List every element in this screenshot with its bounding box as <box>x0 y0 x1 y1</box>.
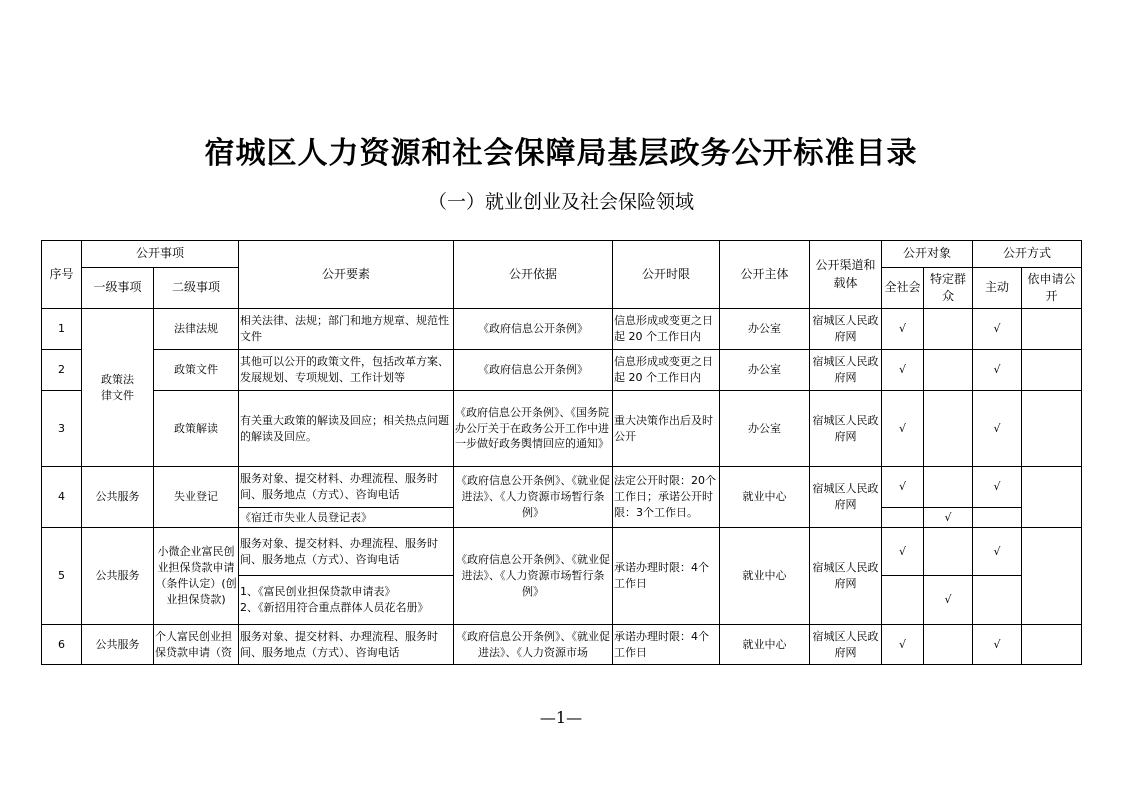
empty-cell <box>1022 309 1082 350</box>
empty-cell <box>924 309 973 350</box>
row-channel: 宿城区人民政府网 <box>810 391 882 467</box>
empty-cell <box>973 576 1022 625</box>
row-time: 重大决策作出后及时公开 <box>613 391 720 467</box>
header-level1: 一级事项 <box>82 268 154 309</box>
header-audience-specific: 特定群众 <box>924 268 973 309</box>
row-channel: 宿城区人民政府网 <box>810 309 882 350</box>
check-mark: √ <box>882 309 924 350</box>
empty-cell <box>924 467 973 508</box>
row-subject: 就业中心 <box>720 467 810 528</box>
row-time: 承诺办理时限：4个工作日 <box>613 625 720 665</box>
group-policy-label: 政策法律文件 <box>101 372 134 402</box>
row-level2: 失业登记 <box>154 467 239 528</box>
check-mark: √ <box>973 350 1022 391</box>
row-seq: 4 <box>42 467 82 528</box>
check-mark: √ <box>882 625 924 665</box>
document-subtitle: （一）就业创业及社会保险领域 <box>427 191 694 213</box>
row-subject: 办公室 <box>720 350 810 391</box>
row-seq: 1 <box>42 309 82 350</box>
row-level2: 政策解读 <box>154 391 239 467</box>
header-mode-group: 公开方式 <box>973 241 1082 268</box>
row-basis: 《政府信息公开条例》、《就业促进法》、《人力资源市场暂行条例》 <box>454 528 613 625</box>
row-level2: 小微企业富民创业担保贷款申请（条件认定）(创业担保贷款) <box>154 528 239 625</box>
table-row <box>42 309 1082 350</box>
check-mark: √ <box>973 625 1022 665</box>
empty-cell <box>1022 625 1082 665</box>
row-elements: 服务对象、提交材料、办理流程、服务时间、服务地点（方式）、咨询电话 <box>239 625 454 665</box>
check-mark: √ <box>882 467 924 508</box>
row-time: 法定公开时限：20个工作日；承诺公开时限：3个工作日。 <box>613 467 720 528</box>
row-seq: 6 <box>42 625 82 665</box>
header-row-1 <box>42 241 1082 268</box>
empty-cell <box>882 508 924 528</box>
header-subject: 公开主体 <box>720 241 810 309</box>
row-elements: 相关法律、法规；部门和地方规章、规范性文件 <box>239 309 454 350</box>
empty-cell <box>924 350 973 391</box>
header-elements: 公开要素 <box>239 241 454 309</box>
check-mark: √ <box>882 391 924 467</box>
header-level2: 二级事项 <box>154 268 239 309</box>
row-elements-forms <box>239 576 454 625</box>
row-elements: 服务对象、提交材料、办理流程、服务时间、服务地点（方式）、咨询电话 <box>239 528 454 576</box>
row-basis: 《政府信息公开条例》、《就业促进法》、《人力资源市场暂行条例》 <box>454 467 613 528</box>
table-row <box>42 350 1082 391</box>
table-row <box>42 391 1082 467</box>
header-basis: 公开依据 <box>454 241 613 309</box>
row-time: 承诺办理时限：4个工作日 <box>613 528 720 625</box>
row-seq: 5 <box>42 528 82 625</box>
row-channel: 宿城区人民政府网 <box>810 625 882 665</box>
group-policy-cell <box>82 309 154 467</box>
empty-cell <box>924 625 973 665</box>
header-channel: 公开渠道和载体 <box>810 241 882 309</box>
disclosure-catalog-table <box>41 240 1082 665</box>
form-item: 1、《富民创业担保贷款申请表》 <box>240 585 396 599</box>
row-seq: 3 <box>42 391 82 467</box>
check-mark: √ <box>973 528 1022 576</box>
row-elements: 服务对象、提交材料、办理流程、服务时间、服务地点（方式）、咨询电话 <box>239 467 454 508</box>
header-time: 公开时限 <box>613 241 720 309</box>
row-elements: 其他可以公开的政策文件，包括改革方案、发展规划、专项规划、工作计划等 <box>239 350 454 391</box>
row-time: 信息形成或变更之日起 20 个工作日内 <box>613 309 720 350</box>
row-level2: 法律法规 <box>154 309 239 350</box>
table-row <box>42 467 1082 508</box>
empty-cell <box>924 528 973 576</box>
header-audience-group: 公开对象 <box>882 241 973 268</box>
row-subject: 就业中心 <box>720 625 810 665</box>
page-number: —1— <box>539 708 583 727</box>
row-basis: 《政府信息公开条例》、《就业促进法》、《人力资源市场 <box>454 625 613 665</box>
empty-cell <box>882 576 924 625</box>
row-basis: 《政府信息公开条例》 <box>454 350 613 391</box>
check-mark: √ <box>924 508 973 528</box>
empty-cell <box>924 391 973 467</box>
check-mark: √ <box>924 576 973 625</box>
row-basis: 《政府信息公开条例》、《国务院办公厅关于在政务公开工作中进一步做好政务舆情回应的通知》 <box>454 391 613 467</box>
row-subject: 办公室 <box>720 391 810 467</box>
row-basis: 《政府信息公开条例》 <box>454 309 613 350</box>
row-channel: 宿城区人民政府网 <box>810 350 882 391</box>
empty-cell <box>1022 391 1082 467</box>
empty-cell <box>1022 467 1082 528</box>
header-seq: 序号 <box>42 241 82 309</box>
row-channel: 宿城区人民政府网 <box>810 528 882 625</box>
row-level1: 公共服务 <box>82 528 154 625</box>
row-level1: 公共服务 <box>82 625 154 665</box>
form-item: 2、《新招用符合重点群体人员花名册》 <box>240 601 429 614</box>
check-mark: √ <box>973 309 1022 350</box>
table-row <box>42 625 1082 665</box>
row-seq: 2 <box>42 350 82 391</box>
check-mark: √ <box>882 528 924 576</box>
row-subject: 办公室 <box>720 309 810 350</box>
row-level2: 个人富民创业担保贷款申请（资 <box>154 625 239 665</box>
header-mode-active: 主动 <box>973 268 1022 309</box>
row-time: 信息形成或变更之日起 20 个工作日内 <box>613 350 720 391</box>
document-title: 宿城区人力资源和社会保障局基层政务公开标准目录 <box>204 136 918 171</box>
row-elements: 有关重大政策的解读及回应；相关热点问题的解读及回应。 <box>239 391 454 467</box>
row-channel: 宿城区人民政府网 <box>810 467 882 528</box>
row-level1: 公共服务 <box>82 467 154 528</box>
check-mark: √ <box>882 350 924 391</box>
row-level2: 政策文件 <box>154 350 239 391</box>
header-mode-request: 依申请公开 <box>1022 268 1082 309</box>
check-mark: √ <box>973 467 1022 508</box>
table-row <box>42 528 1082 576</box>
empty-cell <box>1022 528 1082 625</box>
row-subject: 就业中心 <box>720 528 810 625</box>
header-audience-all: 全社会 <box>882 268 924 309</box>
row-elements-form: 《宿迁市失业人员登记表》 <box>239 508 454 528</box>
empty-cell <box>1022 350 1082 391</box>
header-item-group: 公开事项 <box>82 241 239 268</box>
empty-cell <box>973 508 1022 528</box>
check-mark: √ <box>973 391 1022 467</box>
